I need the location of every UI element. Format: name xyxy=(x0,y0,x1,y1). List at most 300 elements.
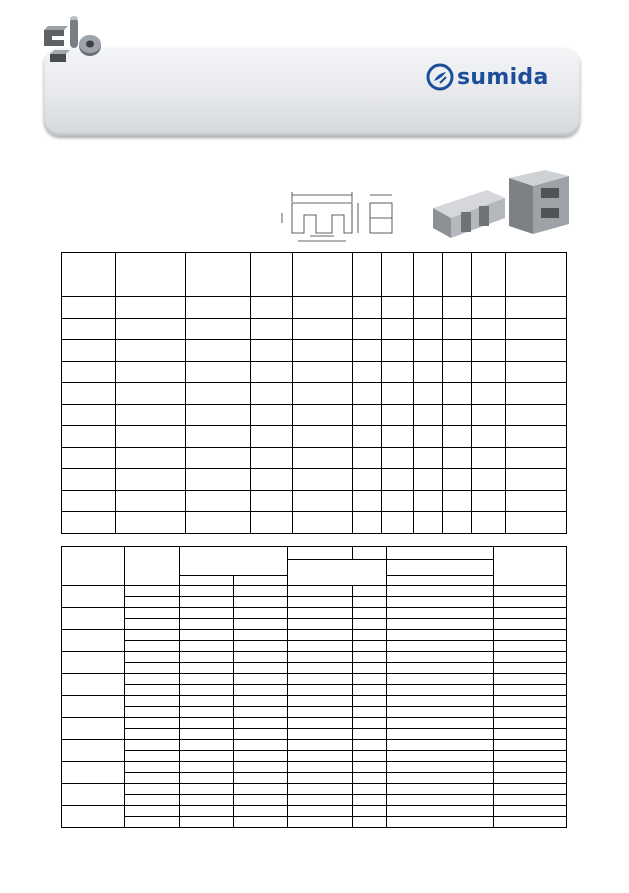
table-cell xyxy=(186,469,251,491)
table-cell xyxy=(443,318,472,340)
table-cell xyxy=(234,597,288,608)
table-cell xyxy=(125,685,180,696)
table-cell xyxy=(494,784,567,795)
table-cell xyxy=(353,297,382,319)
table-cell xyxy=(62,490,116,512)
table-cell xyxy=(288,652,353,663)
table-cell xyxy=(125,817,180,828)
sumida-swirl-icon xyxy=(426,63,454,91)
table-cell xyxy=(251,512,293,534)
table-row xyxy=(62,707,567,718)
table-cell xyxy=(180,586,234,597)
table-row xyxy=(62,469,567,491)
table-cell xyxy=(387,707,494,718)
table-cell xyxy=(472,447,506,469)
table-cell xyxy=(494,652,567,663)
table-row xyxy=(62,729,567,740)
table-cell xyxy=(506,426,567,448)
table-row xyxy=(62,652,567,663)
table-cell xyxy=(186,361,251,383)
table-cell xyxy=(353,447,382,469)
table-cell xyxy=(382,383,414,405)
table-cell xyxy=(494,641,567,652)
table-row xyxy=(62,404,567,426)
sumida-brand xyxy=(426,62,549,92)
table-cell xyxy=(387,619,494,630)
table-cell xyxy=(234,652,288,663)
group-cell xyxy=(62,718,125,740)
table-cell xyxy=(382,490,414,512)
table-cell xyxy=(494,762,567,773)
table-cell xyxy=(125,619,180,630)
core-dimension-drawing-icon xyxy=(270,188,400,248)
table-cell xyxy=(288,630,353,641)
table-cell xyxy=(353,426,382,448)
table-cell xyxy=(443,447,472,469)
table-row xyxy=(62,619,567,630)
header-cell xyxy=(234,576,288,586)
table-cell xyxy=(186,447,251,469)
table-row xyxy=(62,490,567,512)
header-cell xyxy=(353,253,382,297)
table-cell xyxy=(62,426,116,448)
table-cell xyxy=(116,383,186,405)
table-cell xyxy=(125,729,180,740)
table-cell xyxy=(494,608,567,619)
table-cell xyxy=(125,652,180,663)
table-cell xyxy=(353,361,382,383)
table-cell xyxy=(186,297,251,319)
table-cell xyxy=(234,685,288,696)
table-cell xyxy=(353,597,387,608)
table-cell xyxy=(234,740,288,751)
table-cell xyxy=(234,663,288,674)
table-cell xyxy=(62,447,116,469)
table-row xyxy=(62,608,567,619)
table-cell xyxy=(387,696,494,707)
table-cell xyxy=(494,751,567,762)
table-cell xyxy=(288,608,353,619)
table-cell xyxy=(353,586,387,597)
table-cell xyxy=(180,762,234,773)
table-cell xyxy=(353,318,382,340)
table-cell xyxy=(387,740,494,751)
table-cell xyxy=(180,729,234,740)
electrical-table xyxy=(61,546,567,828)
table-cell xyxy=(180,685,234,696)
header-cell xyxy=(387,560,494,576)
table-cell xyxy=(494,663,567,674)
table-cell xyxy=(353,630,387,641)
table-cell xyxy=(62,297,116,319)
table-cell xyxy=(180,619,234,630)
table-cell xyxy=(353,608,387,619)
table-cell xyxy=(125,740,180,751)
table-cell xyxy=(186,512,251,534)
table-cell xyxy=(125,641,180,652)
table-cell xyxy=(125,674,180,685)
header-cell xyxy=(506,253,567,297)
table-cell xyxy=(180,641,234,652)
table-cell xyxy=(387,630,494,641)
table-cell xyxy=(251,469,293,491)
header-cell xyxy=(387,576,494,586)
table-cell xyxy=(494,696,567,707)
group-cell xyxy=(62,784,125,806)
table-cell xyxy=(125,751,180,762)
table-cell xyxy=(125,707,180,718)
table-cell xyxy=(414,297,443,319)
table-row xyxy=(62,740,567,751)
table-cell xyxy=(443,361,472,383)
table-cell xyxy=(186,490,251,512)
electrical-table-body xyxy=(62,586,567,828)
table-cell xyxy=(414,318,443,340)
table-cell xyxy=(125,795,180,806)
table-cell xyxy=(234,696,288,707)
table-cell xyxy=(116,361,186,383)
table-cell xyxy=(116,318,186,340)
table-cell xyxy=(180,773,234,784)
table-cell xyxy=(234,641,288,652)
table-cell xyxy=(472,490,506,512)
table-cell xyxy=(506,469,567,491)
table-cell xyxy=(494,795,567,806)
table-cell xyxy=(180,608,234,619)
header-cell xyxy=(116,253,186,297)
table-cell xyxy=(116,512,186,534)
table-cell xyxy=(293,340,353,362)
header-cell xyxy=(387,547,494,560)
table-cell xyxy=(180,696,234,707)
table-cell xyxy=(494,597,567,608)
table-cell xyxy=(180,817,234,828)
table-cell xyxy=(353,817,387,828)
table-cell xyxy=(506,447,567,469)
table-cell xyxy=(382,361,414,383)
table-cell xyxy=(180,784,234,795)
table-cell xyxy=(414,469,443,491)
table-cell xyxy=(387,663,494,674)
table-row xyxy=(62,751,567,762)
table-cell xyxy=(414,447,443,469)
table-cell xyxy=(387,608,494,619)
table-cell xyxy=(494,630,567,641)
table-cell xyxy=(472,469,506,491)
table-row xyxy=(62,806,567,817)
table-row xyxy=(62,340,567,362)
table-cell xyxy=(353,685,387,696)
header-cell xyxy=(186,253,251,297)
header-cell xyxy=(62,253,116,297)
table-cell xyxy=(62,340,116,362)
table-cell xyxy=(186,404,251,426)
table-cell xyxy=(125,762,180,773)
table-cell xyxy=(387,652,494,663)
table-cell xyxy=(288,597,353,608)
table-cell xyxy=(180,751,234,762)
table-cell xyxy=(353,404,382,426)
table-cell xyxy=(293,404,353,426)
table-cell xyxy=(293,318,353,340)
table-cell xyxy=(353,718,387,729)
brand-name: sumida xyxy=(457,64,549,90)
table-cell xyxy=(288,696,353,707)
table-cell xyxy=(180,718,234,729)
table-cell xyxy=(387,806,494,817)
table-cell xyxy=(353,795,387,806)
table-cell xyxy=(443,297,472,319)
table-cell xyxy=(251,361,293,383)
table-cell xyxy=(62,404,116,426)
table-cell xyxy=(293,512,353,534)
table-cell xyxy=(353,696,387,707)
table-cell xyxy=(288,685,353,696)
table-row xyxy=(62,586,567,597)
table-cell xyxy=(506,361,567,383)
table-cell xyxy=(288,663,353,674)
ferrite-core-photo-icon xyxy=(427,168,577,240)
header-cell xyxy=(62,547,125,586)
table-row xyxy=(62,718,567,729)
table-cell xyxy=(472,426,506,448)
table-cell xyxy=(353,469,382,491)
table-cell xyxy=(288,751,353,762)
header-cell xyxy=(472,253,506,297)
table-cell xyxy=(180,740,234,751)
table-cell xyxy=(234,795,288,806)
table-cell xyxy=(251,404,293,426)
table-cell xyxy=(506,512,567,534)
table-cell xyxy=(125,597,180,608)
table-cell xyxy=(62,469,116,491)
table-cell xyxy=(180,597,234,608)
table-cell xyxy=(234,630,288,641)
table-cell xyxy=(472,340,506,362)
table-cell xyxy=(234,608,288,619)
table-cell xyxy=(387,718,494,729)
table-cell xyxy=(288,806,353,817)
table-cell xyxy=(382,297,414,319)
group-cell xyxy=(62,674,125,696)
table-cell xyxy=(288,707,353,718)
dimension-table-body xyxy=(62,297,567,534)
table-cell xyxy=(116,490,186,512)
table-cell xyxy=(387,795,494,806)
table-cell xyxy=(251,426,293,448)
table-row xyxy=(62,795,567,806)
header-cell xyxy=(414,253,443,297)
table-cell xyxy=(443,383,472,405)
header-cell xyxy=(293,253,353,297)
table-row xyxy=(62,630,567,641)
header-cell xyxy=(125,547,180,586)
group-cell xyxy=(62,806,125,828)
table-cell xyxy=(472,404,506,426)
table-cell xyxy=(414,490,443,512)
table-cell xyxy=(288,729,353,740)
table-cell xyxy=(443,426,472,448)
table-row xyxy=(62,762,567,773)
table-cell xyxy=(180,674,234,685)
table-cell xyxy=(293,447,353,469)
dimension-table xyxy=(61,252,567,534)
table-cell xyxy=(506,404,567,426)
table-cell xyxy=(125,608,180,619)
table-cell xyxy=(353,751,387,762)
table-cell xyxy=(472,383,506,405)
table-cell xyxy=(494,773,567,784)
group-cell xyxy=(62,608,125,630)
table-cell xyxy=(353,652,387,663)
table-cell xyxy=(180,630,234,641)
table-cell xyxy=(387,674,494,685)
table-cell xyxy=(414,383,443,405)
table-cell xyxy=(353,773,387,784)
table-cell xyxy=(234,806,288,817)
table-cell xyxy=(382,426,414,448)
table-cell xyxy=(472,297,506,319)
table-cell xyxy=(116,297,186,319)
table-cell xyxy=(234,773,288,784)
header-cell xyxy=(180,576,234,586)
table-cell xyxy=(506,340,567,362)
table-cell xyxy=(288,718,353,729)
table-row xyxy=(62,696,567,707)
table-cell xyxy=(494,729,567,740)
group-cell xyxy=(62,586,125,608)
table-row xyxy=(62,318,567,340)
table-cell xyxy=(387,685,494,696)
table-cell xyxy=(353,707,387,718)
table-cell xyxy=(387,773,494,784)
table-cell xyxy=(382,318,414,340)
table-cell xyxy=(186,318,251,340)
table-cell xyxy=(180,806,234,817)
table-cell xyxy=(353,663,387,674)
table-cell xyxy=(180,652,234,663)
table-cell xyxy=(62,318,116,340)
table-cell xyxy=(353,490,382,512)
table-cell xyxy=(472,361,506,383)
table-cell xyxy=(186,383,251,405)
table-cell xyxy=(180,707,234,718)
table-row xyxy=(62,426,567,448)
table-cell xyxy=(506,318,567,340)
table-cell xyxy=(382,340,414,362)
table-cell xyxy=(472,318,506,340)
table-cell xyxy=(382,469,414,491)
electrical-header-row-1 xyxy=(62,547,567,560)
table-cell xyxy=(251,340,293,362)
table-cell xyxy=(288,773,353,784)
table-cell xyxy=(494,707,567,718)
table-cell xyxy=(234,718,288,729)
table-cell xyxy=(293,469,353,491)
table-cell xyxy=(234,762,288,773)
table-cell xyxy=(180,663,234,674)
table-cell xyxy=(125,696,180,707)
table-cell xyxy=(353,674,387,685)
table-cell xyxy=(353,762,387,773)
ferrite-cores-logo-icon xyxy=(40,14,104,70)
table-cell xyxy=(353,784,387,795)
table-cell xyxy=(443,469,472,491)
table-cell xyxy=(288,619,353,630)
table-cell xyxy=(125,773,180,784)
table-cell xyxy=(234,784,288,795)
table-cell xyxy=(414,426,443,448)
table-cell xyxy=(251,490,293,512)
table-row xyxy=(62,784,567,795)
group-cell xyxy=(62,762,125,784)
table-cell xyxy=(443,404,472,426)
table-row xyxy=(62,383,567,405)
table-cell xyxy=(353,729,387,740)
group-cell xyxy=(62,696,125,718)
table-cell xyxy=(234,619,288,630)
table-cell xyxy=(494,740,567,751)
table-cell xyxy=(116,404,186,426)
table-cell xyxy=(506,490,567,512)
table-cell xyxy=(251,318,293,340)
dimension-table-header-row xyxy=(62,253,567,297)
table-cell xyxy=(506,297,567,319)
table-cell xyxy=(288,795,353,806)
table-cell xyxy=(251,383,293,405)
table-row xyxy=(62,297,567,319)
table-cell xyxy=(353,641,387,652)
table-cell xyxy=(125,663,180,674)
table-row xyxy=(62,685,567,696)
table-cell xyxy=(494,674,567,685)
table-cell xyxy=(234,817,288,828)
header-cell xyxy=(288,547,353,560)
table-row xyxy=(62,641,567,652)
header-cell xyxy=(251,253,293,297)
table-cell xyxy=(116,469,186,491)
table-cell xyxy=(443,490,472,512)
table-cell xyxy=(494,718,567,729)
table-cell xyxy=(288,674,353,685)
table-cell xyxy=(443,340,472,362)
table-row xyxy=(62,773,567,784)
header-cell xyxy=(494,547,567,586)
table-cell xyxy=(288,817,353,828)
table-cell xyxy=(288,586,353,597)
table-cell xyxy=(251,297,293,319)
table-cell xyxy=(125,630,180,641)
table-cell xyxy=(293,426,353,448)
table-cell xyxy=(125,718,180,729)
table-cell xyxy=(387,729,494,740)
header-cell xyxy=(443,253,472,297)
table-cell xyxy=(414,340,443,362)
table-cell xyxy=(494,685,567,696)
group-cell xyxy=(62,652,125,674)
table-cell xyxy=(62,383,116,405)
header-cell xyxy=(180,547,288,576)
table-cell xyxy=(353,340,382,362)
table-cell xyxy=(387,586,494,597)
group-cell xyxy=(62,740,125,762)
table-cell xyxy=(125,784,180,795)
table-cell xyxy=(116,447,186,469)
table-cell xyxy=(288,740,353,751)
table-cell xyxy=(186,426,251,448)
table-cell xyxy=(494,817,567,828)
table-row xyxy=(62,447,567,469)
